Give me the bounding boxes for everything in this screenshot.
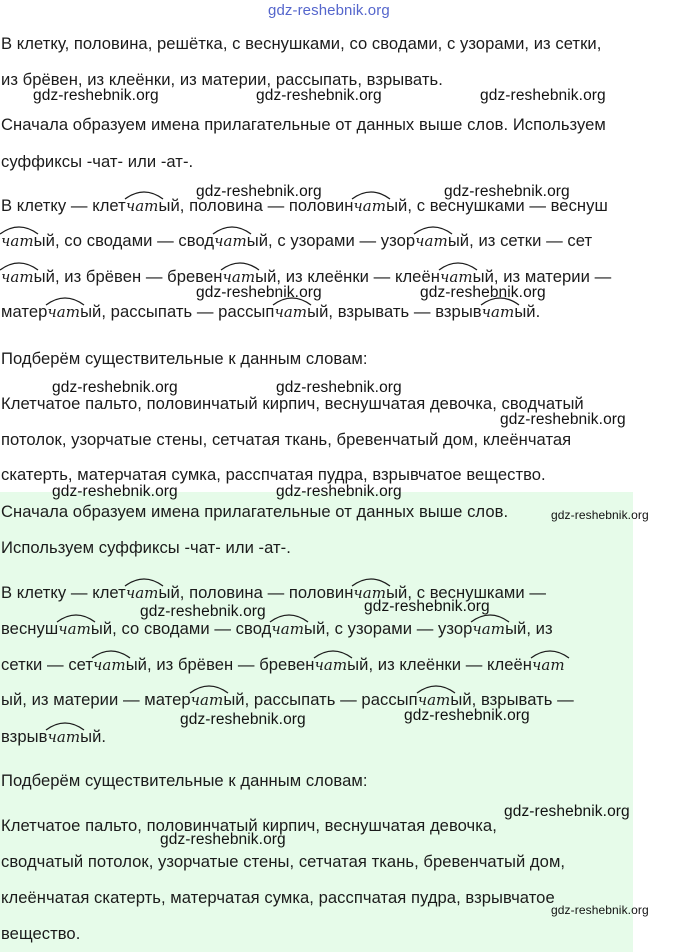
watermark: gdz-reshebnik.org: [180, 711, 306, 728]
text-line: [1, 231, 592, 251]
suffix-mark: чат: [415, 232, 448, 250]
watermark: gdz-reshebnik.org: [256, 87, 382, 104]
suffix-arc-icon: [45, 296, 85, 306]
suffix-mark: чат: [482, 303, 515, 321]
text-segment: ый, из брёвен — бревен: [33, 267, 223, 286]
watermark: gdz-reshebnik.org: [404, 707, 530, 724]
text-segment: ый, из: [505, 619, 553, 638]
suffix-mark: чат: [126, 584, 159, 602]
text-line: Сначала образуем имена прилагательные от данных выше слов.: [1, 502, 509, 521]
watermark: gdz-reshebnik.org: [196, 183, 322, 200]
text-segment: ый, рассыпать — рассып: [223, 690, 418, 709]
text-segment: ый, из клеёнки — клеён: [255, 267, 440, 286]
text-segment: ый, с веснушками —: [386, 583, 546, 602]
watermark: gdz-reshebnik.org: [52, 483, 178, 500]
suffix-mark: чат: [47, 728, 80, 746]
suffix-mark: чат: [222, 268, 255, 286]
text-segment: взрыв: [1, 727, 48, 746]
text-line: Подберём существительные к данным словам:: [1, 771, 368, 790]
watermark: gdz-reshebnik.org: [480, 87, 606, 104]
suffix-mark: чат: [418, 691, 451, 709]
suffix-arc-icon: [438, 261, 478, 271]
text-segment: ый, взрывать — взрыв: [307, 302, 482, 321]
text-segment: ый, половина — половин: [158, 583, 354, 602]
text-segment: В клетку — клет: [1, 196, 126, 215]
watermark: gdz-reshebnik.org: [276, 483, 402, 500]
suffix-mark: чат: [191, 691, 224, 709]
text-segment: ый, из сетки — сет: [447, 231, 593, 250]
text-line: Используем суффиксы -чат- или -ат-.: [1, 538, 291, 557]
suffix-mark: чат: [126, 197, 159, 215]
text-segment: ый, из брёвен — бревен: [125, 655, 315, 674]
watermark: gdz-reshebnik.org: [276, 379, 402, 396]
suffix-mark: чат: [353, 584, 386, 602]
text-segment: ый.: [514, 302, 541, 321]
suffix-arc-icon: [124, 190, 164, 200]
text-line: [1, 302, 540, 322]
text-segment: ый, с узорами — узор: [246, 231, 416, 250]
suffix-mark: чат: [214, 232, 247, 250]
text-segment: ый, с веснушками — веснуш: [386, 196, 608, 215]
suffix-arc-icon: [220, 261, 260, 271]
watermark: gdz-reshebnik.org: [551, 508, 649, 522]
text-segment: ый, половина — половин: [158, 196, 354, 215]
suffix-mark: чат: [440, 268, 473, 286]
watermark: gdz-reshebnik.org: [52, 379, 178, 396]
text-segment: ый, со сводами — свод: [33, 231, 215, 250]
text-segment: ый, с узорами — узор: [304, 619, 473, 638]
watermark: gdz-reshebnik.org: [364, 598, 490, 615]
watermark: gdz-reshebnik.org: [420, 284, 546, 301]
text-line: скатерть, матерчатая сумка, расспчатая пудра, взрывчатое вещество.: [1, 465, 546, 484]
suffix-mark: чат: [472, 620, 505, 638]
text-segment: ый, рассыпать — рассып: [80, 302, 275, 321]
text-segment: сетки — сет: [1, 655, 94, 674]
watermark: gdz-reshebnik.org: [504, 803, 630, 820]
text-line: суффиксы -чат- или -ат-.: [1, 152, 194, 171]
watermark: gdz-reshebnik.org: [268, 2, 390, 19]
text-line: потолок, узорчатые стены, сетчатая ткань, бревенчатый дом, клеёнчатая: [1, 430, 572, 449]
suffix-arc-icon: [351, 190, 391, 200]
text-segment: веснуш: [1, 619, 59, 638]
text-segment: ый, из материи — матер: [1, 690, 191, 709]
suffix-mark: чат: [58, 620, 91, 638]
suffix-arc-icon: [413, 225, 453, 235]
suffix-arc-icon: [212, 225, 252, 235]
text-line: [1, 619, 553, 639]
suffix-mark: чат: [93, 656, 126, 674]
text-line: Клетчатое пальто, половинчатый кирпич, веснушчатая девочка, сводчатый: [1, 394, 584, 413]
suffix-mark: чат: [353, 197, 386, 215]
text-line: из брёвен, из клеёнки, из материи, рассыпать, взрывать.: [1, 70, 443, 89]
watermark: gdz-reshebnik.org: [500, 411, 626, 428]
suffix-mark: чат: [315, 656, 348, 674]
text-line: клеёнчатая скатерть, матерчатая сумка, расспчатая пудра, взрывчатое: [1, 888, 555, 907]
suffix-mark: чат: [47, 303, 80, 321]
text-line: В клетку, половина, решётка, с веснушками, со сводами, с узорами, из сетки,: [1, 34, 602, 53]
text-line: вещество.: [1, 924, 81, 943]
suffix-mark: чат: [532, 656, 565, 674]
text-line: [1, 727, 106, 747]
answer-highlight-box: [0, 492, 633, 952]
watermark: gdz-reshebnik.org: [160, 831, 286, 848]
suffix-mark: чат: [1, 268, 34, 286]
text-line: Клетчатое пальто, половинчатый кирпич, веснушчатая девочка,: [1, 816, 497, 835]
suffix-mark: чат: [1, 232, 34, 250]
text-line: Сначала образуем имена прилагательные от данных выше слов. Используем: [1, 115, 606, 134]
suffix-mark: чат: [274, 303, 307, 321]
watermark: gdz-reshebnik.org: [551, 903, 649, 917]
text-segment: ый, со сводами — свод: [90, 619, 272, 638]
text-line: [1, 655, 565, 675]
text-segment: ый, из материи —: [472, 267, 612, 286]
text-segment: ый, из клеёнки — клеён: [347, 655, 533, 674]
watermark: gdz-reshebnik.org: [196, 284, 322, 301]
text-segment: ый, взрывать —: [450, 690, 574, 709]
text-segment: матер: [1, 302, 48, 321]
text-line: сводчатый потолок, узорчатые стены, сетчатая ткань, бревенчатый дом,: [1, 852, 566, 871]
watermark: gdz-reshebnik.org: [444, 183, 570, 200]
text-segment: ый.: [80, 727, 107, 746]
suffix-arc-icon: [0, 225, 39, 235]
watermark: gdz-reshebnik.org: [33, 87, 159, 104]
suffix-mark: чат: [271, 620, 304, 638]
text-segment: В клетку — клет: [1, 583, 126, 602]
watermark: gdz-reshebnik.org: [140, 603, 266, 620]
text-line: Подберём существительные к данным словам:: [1, 349, 368, 368]
suffix-arc-icon: [0, 261, 39, 271]
